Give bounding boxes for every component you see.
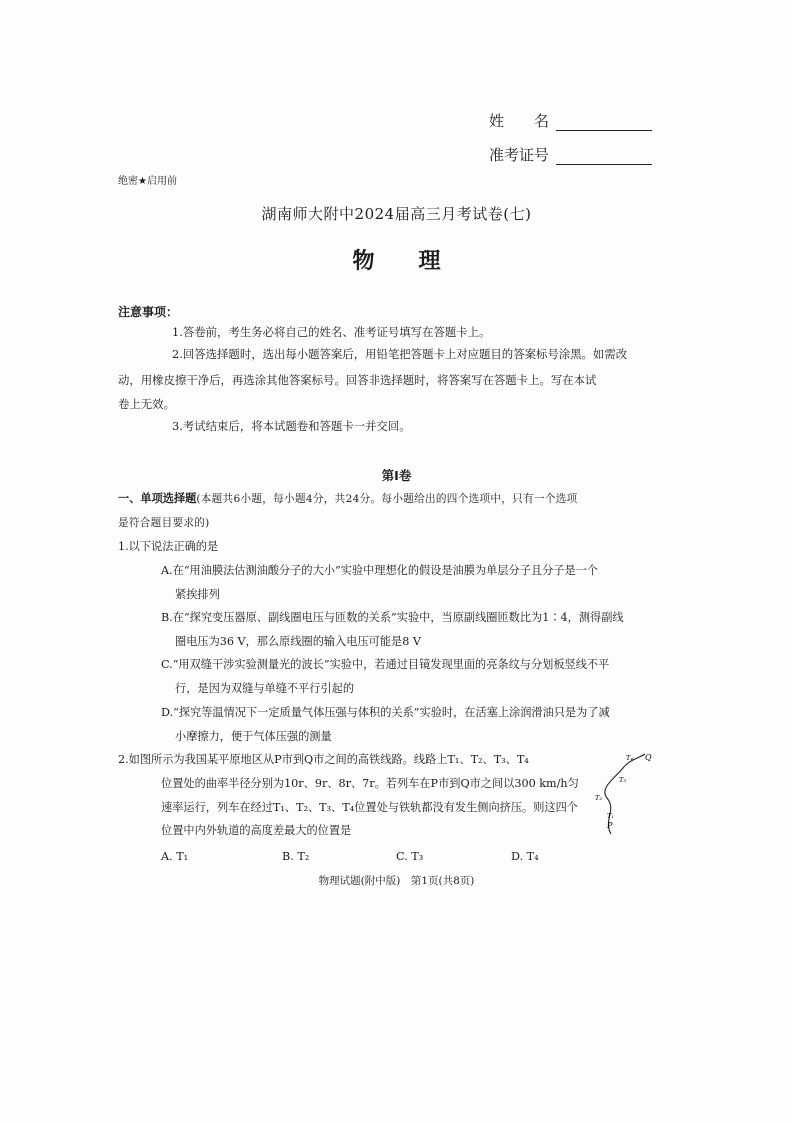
volume-title: 第Ⅰ卷 (381, 468, 412, 483)
figure-label-q: Q (645, 753, 652, 762)
secret-mark: 绝密★启用前 (118, 176, 177, 187)
q1-stem: 1.以下说法正确的是 (118, 540, 219, 553)
q1-option-d-line-2: 小摩擦力，便于气体压强的测量 (175, 730, 332, 743)
exam-id-blank[interactable] (556, 150, 652, 165)
figure-label-t1: T₁ (607, 812, 614, 820)
q2-choice-c: C. T₃ (396, 850, 424, 863)
q1-option-c-line-2: 行，是因为双缝与单缝不平行引起的 (175, 682, 355, 695)
q1-option-a-line-2: 紧挨排列 (175, 588, 220, 601)
q1-option-a-line-1: A.在“用油膜法估测油酸分子的大小”实验中理想化的假设是油膜为单层分子且分子是一个 (161, 564, 599, 577)
notes-heading: 注意事项： (118, 305, 179, 319)
section-1-heading-line (118, 489, 653, 509)
name-field-row (489, 110, 652, 131)
railway-route-figure (593, 748, 653, 840)
exam-title: 湖南师大附中2024届高三月考试卷(七) (261, 205, 532, 223)
q2-stem-line-3: 速率运行，列车在经过T₁、T₂、T₃、T₄位置处与铁轨都没有发生侧向挤压。则这四个 (161, 801, 578, 814)
q1-option-b-line-1: B.在“探究变压器原、副线圈电压与匝数的关系”实验中，当原副线圈匝数比为1∶4，测得副线 (161, 611, 624, 624)
q2-stem-line-4: 位置中内外轨道的高度差最大的位置是 (161, 824, 352, 837)
note-item-1: 1.答卷前，考生务必将自己的姓名、准考证号填写在答题卡上。 (172, 325, 491, 339)
figure-label-p: P (607, 821, 613, 830)
q2-stem-line-1: 2.如图所示为我国某平原地区从P市到Q市之间的高铁线路。线路上T₁、T₂、T₃、T₄ (118, 753, 529, 766)
q2-choice-a: A. T₁ (161, 850, 189, 863)
exam-id-label: 准考证号 (489, 146, 550, 164)
exam-id-field-row (489, 144, 652, 165)
note-item-3: 3.考试结束后，将本试题卷和答题卡一并交回。 (172, 419, 411, 433)
section-1-note-line-1: (本题共6小题，每小题4分，共24分。每小题给出的四个选项中，只有一个选项 (196, 493, 578, 505)
note-item-2-line-1: 2.回答选择题时，选出每小题答案后，用铅笔把答题卡上对应题目的答案标号涂黑。如需改 (172, 347, 628, 361)
subject-title: 物 理 (352, 249, 441, 274)
name-blank[interactable] (556, 116, 652, 131)
name-label: 姓 名 (489, 112, 550, 130)
q1-option-b-line-2: 圈电压为36 V，那么原线圈的输入电压可能是8 V (175, 635, 422, 648)
q2-stem-line-2: 位置处的曲率半径分别为10r、9r、8r、7r。若列车在P市到Q市之间以300 km/h匀 (161, 777, 579, 790)
q2-choice-b: B. T₂ (282, 850, 310, 863)
note-item-2-line-2: 动，用橡皮擦干净后，再选涂其他答案标号。回答非选择题时，将答案写在答题卡上。写在本试 (118, 373, 597, 387)
q2-choice-d: D. T₄ (511, 850, 539, 863)
note-item-2-line-3: 卷上无效。 (118, 397, 175, 411)
section-1-heading: 一、单项选择题 (118, 492, 197, 505)
page-footer: 物理试题(附中版) 第1页(共8页) (318, 875, 475, 887)
q1-option-c-line-1: C.“用双缝干涉实验测量光的波长”实验中，若通过目镜发现里面的亮条纹与分划板竖线不平 (161, 658, 610, 671)
figure-label-t2: T₂ (595, 794, 602, 802)
figure-label-t3: T₃ (619, 776, 626, 784)
figure-label-t4: T₄ (626, 754, 633, 762)
section-1-note-line-2: 是符合题目要求的) (118, 517, 210, 529)
q1-option-d-line-1: D.“探究等温情况下一定质量气体压强与体积的关系”实验时，在活塞上涂润滑油只是为了减 (161, 706, 610, 719)
